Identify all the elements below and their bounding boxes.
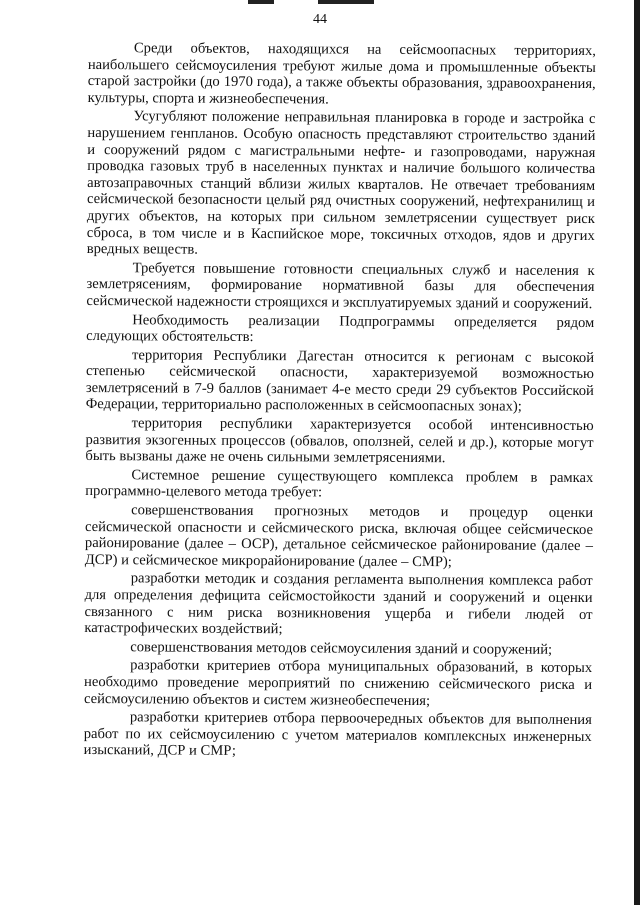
document-body (84, 40, 596, 762)
paragraph: совершенствования методов сейсмоусиления зданий и сооружений; (130, 639, 553, 658)
page-number: 44 (313, 12, 327, 27)
paragraph: Системное решение существующего комплекса проблем в рамках программно-целевого метода требует: (85, 467, 594, 501)
scan-mark-left (248, 0, 274, 4)
paragraph: Усугубляют положение неправильная планировка в городе и застройка с нарушением генпланов. Особую опасность представляют строительство зданий и сооружений рядом с магистральными нефте- и газопроводами, наружная проводка газовых труб в населенных пунктах и наличие большого количества автозаправочных станций вблизи жилых кварталов. Не отвечает требованиям сейсмической безопасности целый ряд очистных сооружений, нефтехранилищ и других объектов, на которых при сильном землетрясении существует риск сброса, в том числе и в Каспийское море, токсичных отходов, ядов и других вредных веществ. (86, 108, 596, 258)
scan-mark-right (318, 0, 374, 4)
paragraph: разработки критериев отбора первоочередных объектов для выполнения работ по их сейсмоусилению с учетом материалов комплексных инженерных изысканий, ДСР и СМР; (83, 709, 592, 760)
paragraph: совершенствования прогнозных методов и процедур оценки сейсмической опасности и сейсмического риска, включая общее сейсмическое районирование (далее – ОСР), детальное сейсмическое районирование (далее – ДСР) и сейсмическое микрорайонирование (далее – СМР); (84, 502, 594, 571)
paragraph: разработки критериев отбора муниципальных образований, в которых необходимо проведение мероприятий по снижению сейсмического риска и сейсмоусилению объектов и систем жизнеобеспечения; (83, 657, 593, 709)
paragraph: Необходимость реализации Подпрограммы определяется рядом следующих обстоятельств: (86, 311, 595, 346)
paragraph: территория Республики Дагестан относится к регионам с высокой степенью сейсмической опасности, характеризуемой возможностью землетрясений в 7-9 баллов (занимает 4-е место среди 29 субъектов Российской Федерации, территориально расположенных в сейсмоопасных зонах); (85, 346, 595, 416)
paragraph: Среди объектов, находящихся на сейсмоопасных территориях, наибольшего сейсмоусиления требуют жилые дома и промышленные объекты старой застройки (до 1970 года), а также объекты образования, здравоохранения, культуры, спорта и жизнеобеспечения. (87, 40, 596, 108)
scan-page-edge (634, 0, 640, 905)
paragraph: Требуется повышение готовности специальных служб и населения к землетрясениям, формирование нормативной базы для обеспечения сейсмической надежности строящихся и эксплуатируемых зданий и сооружений. (86, 259, 595, 312)
paragraph: территория республики характеризуется особой интенсивностью развития экзогенных процессов (обвалов, оползней, селей и др.), которые могут быть вызваны даже не очень сильными землетрясениями. (85, 415, 594, 467)
paragraph: разработки методик и создания регламента выполнения комплекса работ для определения дефицита сейсмостойкости зданий и сооружений и оценки связанного с ним риска возникновения ущерба и гибели людей от катастрофических воздействий; (84, 570, 593, 638)
